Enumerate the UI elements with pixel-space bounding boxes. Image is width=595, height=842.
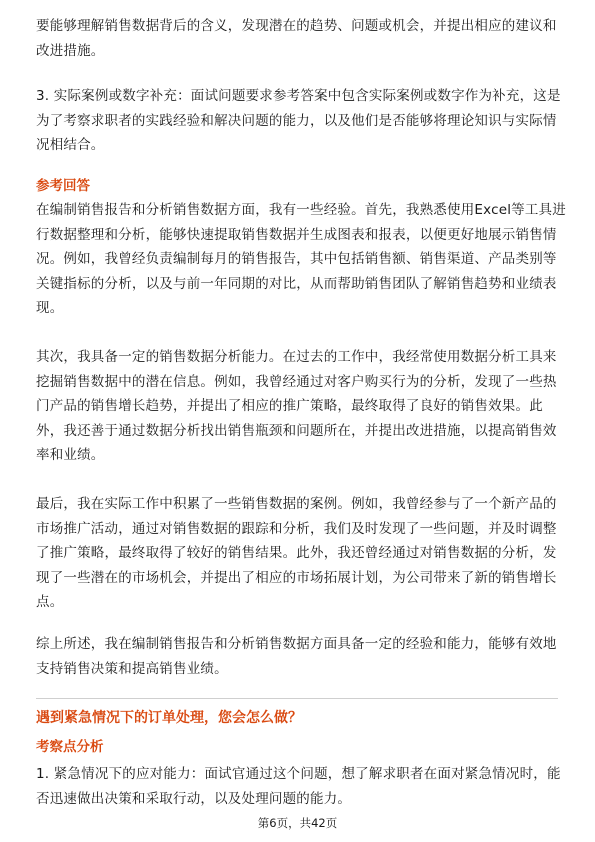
page-number: 第6页，共42页 bbox=[257, 816, 338, 830]
analysis-paragraph-1: 1. 紧急情况下的应对能力：面试官通过这个问题，想了解求职者在面对紧急情况时，能否迅速做出决策和采取行动，以及处理问题的能力。 bbox=[36, 766, 561, 807]
answer-paragraph-3: 最后，我在实际工作中积累了一些销售数据的案例。例如，我曾经参与了一个新产品的市场推广活动，通过对销售数据的跟踪和分析，我们及时发现了一些问题，并及时调整了推广策略，最终取得了较好的销售结果。此外，我还曾经通过对销售数据的分析，发现了一些潜在的市场机会，并提出了相应的市场拓展计划，为公司带来了新的销售增长点。 bbox=[36, 496, 557, 610]
answer-paragraph-2: 其次，我具备一定的销售数据分析能力。在过去的工作中，我经常使用数据分析工具来挖掘销售数据中的潜在信息。例如，我曾经通过对客户购买行为的分析，发现了一些热门产品的销售增长趋势，并提出了相应的推广策略，最终取得了良好的销售效果。此外，我还善于通过数据分析找出销售瓶颈和问题所在，并提出改进措施，以提高销售效率和业绩。 bbox=[36, 349, 557, 463]
section-divider bbox=[36, 698, 558, 699]
question-title: 遇到紧急情况下的订单处理，您会怎么做？ bbox=[36, 710, 302, 726]
intro-paragraph-2: 3. 实际案例或数字补充：面试问题要求参考答案中包含实际案例或数字作为补充，这是为了考察求职者的实践经验和解决问题的能力，以及他们是否能够将理论知识与实际情况相结合。 bbox=[36, 88, 561, 153]
answer-paragraph-4: 综上所述，我在编制销售报告和分析销售数据方面具备一定的经验和能力，能够有效地支持销售决策和提高销售业绩。 bbox=[36, 636, 557, 677]
answer-paragraph-1: 在编制销售报告和分析销售数据方面，我有一些经验。首先，我熟悉使用Excel等工具进行数据整理和分析，能够快速提取销售数据并生成图表和报表，以便更好地展示销售情况。例如，我曾经负责编制每月的销售报告，其中包括销售额、销售渠道、产品类别等关键指标的分析，以及与前一年同期的对比，从而帮助销售团队了解销售趋势和业绩表现。 bbox=[36, 202, 566, 316]
analysis-heading: 考察点分析 bbox=[36, 739, 104, 755]
reference-answer-heading: 参考回答 bbox=[36, 178, 90, 194]
intro-paragraph-1: 要能够理解销售数据背后的含义，发现潜在的趋势、问题或机会，并提出相应的建议和改进措施。 bbox=[36, 18, 557, 59]
